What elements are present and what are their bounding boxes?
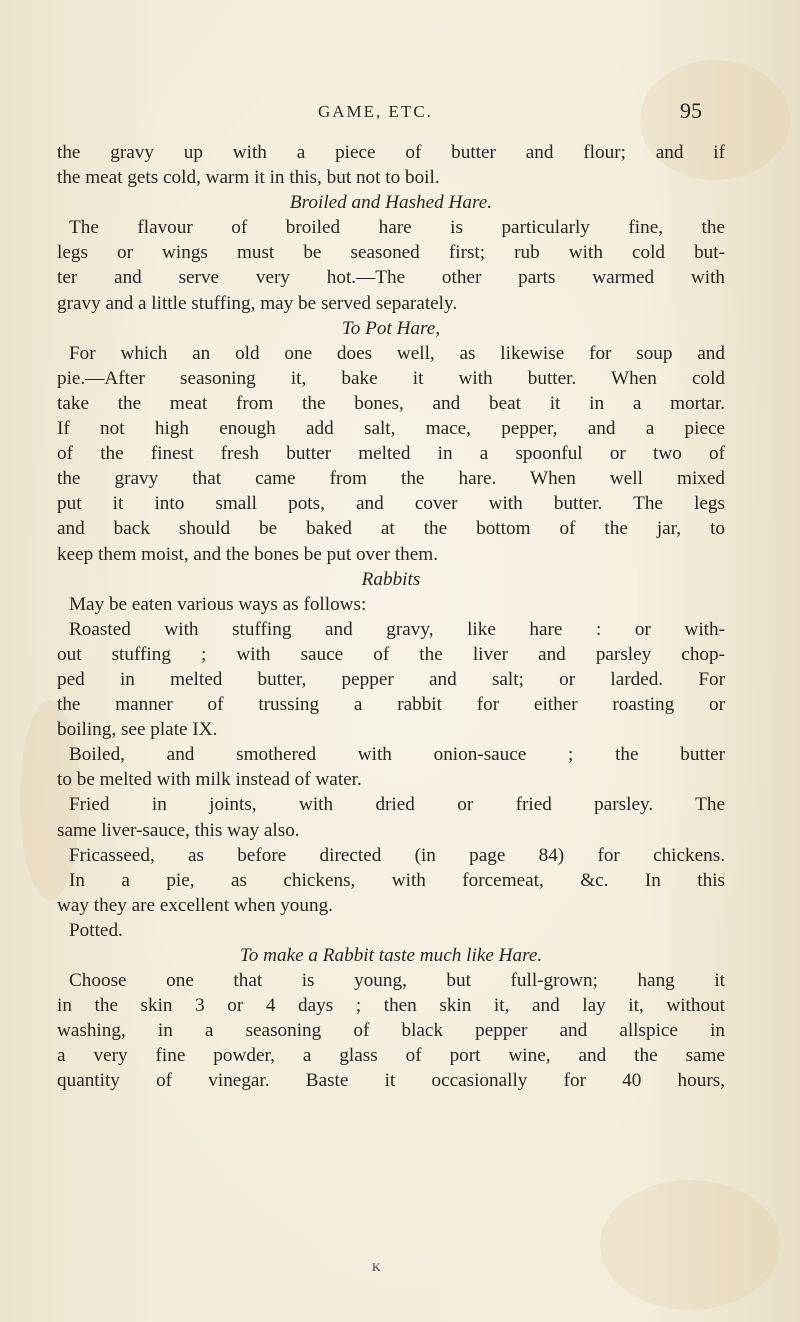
- text-line: The flavour of broiled hare is particularly fine, the: [69, 217, 725, 239]
- text-line: For which an old one does well, as likewise for soup and: [69, 342, 725, 364]
- page-text: [57, 140, 725, 1094]
- text-line: a very fine powder, a glass of port wine, and the same: [57, 1045, 725, 1067]
- text-line: the meat gets cold, warm it in this, but not to boil.: [57, 167, 440, 189]
- text-line: and back should be baked at the bottom of the jar, to: [57, 518, 725, 540]
- section-heading: Broiled and Hashed Hare.: [289, 192, 493, 214]
- text-line: washing, in a seasoning of black pepper and allspice in: [57, 1020, 725, 1042]
- page-number: 95: [680, 98, 702, 123]
- text-line: pie.—After seasoning it, bake it with butter. When cold: [57, 367, 725, 389]
- text-line: May be eaten various ways as follows:: [69, 593, 367, 615]
- text-line: Potted.: [69, 919, 123, 941]
- text-line: to be melted with milk instead of water.: [57, 769, 362, 791]
- page-header: [0, 96, 800, 126]
- text-line: way they are excellent when young.: [57, 894, 333, 916]
- text-line: Roasted with stuffing and gravy, like hare : or with-: [69, 618, 725, 640]
- text-line: of the finest fresh butter melted in a spoonful or two of: [57, 443, 725, 465]
- section-heading: To Pot Hare,: [341, 317, 441, 339]
- text-line: quantity of vinegar. Baste it occasionally for 40 hours,: [57, 1070, 725, 1092]
- text-line: same liver-sauce, this way also.: [57, 819, 300, 841]
- text-line: ped in melted butter, pepper and salt; or larded. For: [57, 668, 725, 690]
- text-line: out stuffing ; with sauce of the liver and parsley chop-: [57, 643, 725, 665]
- paper-stain: [600, 1180, 780, 1310]
- text-line: the manner of trussing a rabbit for either roasting or: [57, 694, 725, 716]
- text-line: the gravy that came from the hare. When well mixed: [57, 468, 725, 490]
- text-line: in the skin 3 or 4 days ; then skin it, and lay it, without: [57, 995, 725, 1017]
- text-line: put it into small pots, and cover with butter. The legs: [57, 493, 725, 515]
- section-heading: Rabbits: [361, 568, 421, 590]
- text-line: Fried in joints, with dried or fried parsley. The: [69, 794, 725, 816]
- text-line: Boiled, and smothered with onion-sauce ; the butter: [69, 744, 725, 766]
- text-line: keep them moist, and the bones be put over them.: [57, 543, 438, 565]
- section-heading: To make a Rabbit taste much like Hare.: [239, 945, 543, 966]
- text-line: ter and serve very hot.—The other parts warmed with: [57, 267, 725, 289]
- text-line: the gravy up with a piece of butter and flour; and if: [57, 142, 725, 163]
- text-line: gravy and a little stuffing, may be served separately.: [57, 292, 458, 314]
- text-line: Fricasseed, as before directed (in page 84) for chickens.: [69, 844, 725, 866]
- running-title: GAME, ETC.: [318, 102, 433, 121]
- text-line: If not high enough add salt, mace, pepper, and a piece: [57, 418, 725, 440]
- text-line: Choose one that is young, but full-grown; hang it: [69, 970, 725, 992]
- text-line: legs or wings must be seasoned first; rub with cold but-: [57, 242, 725, 264]
- text-line: boiling, see plate IX.: [57, 719, 218, 741]
- signature-mark: K: [372, 1260, 381, 1274]
- text-line: take the meat from the bones, and beat it in a mortar.: [57, 392, 725, 414]
- text-line: In a pie, as chickens, with forcemeat, &c. In this: [69, 869, 725, 891]
